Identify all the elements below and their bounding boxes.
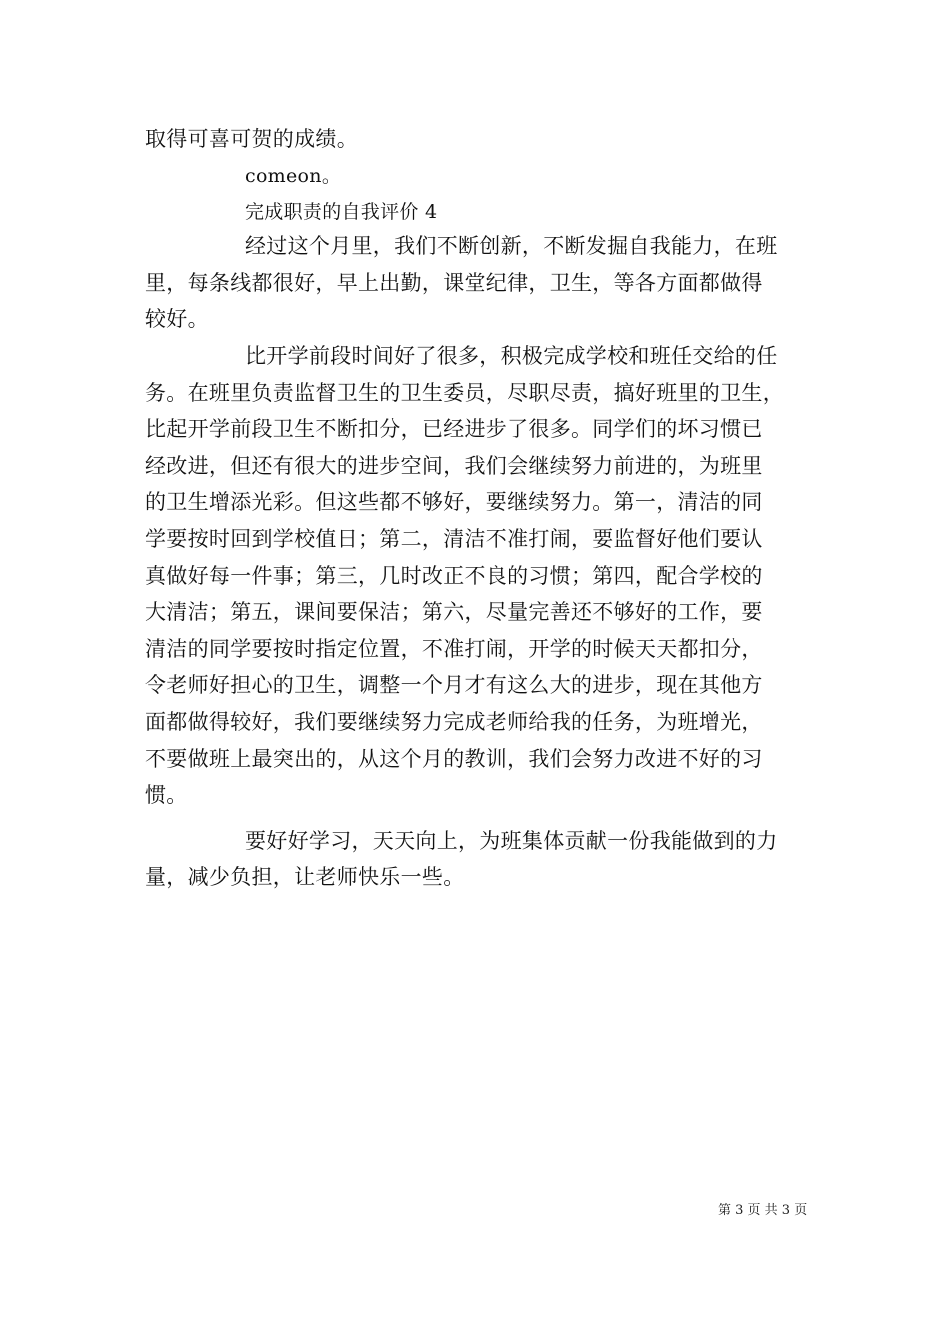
text-line: 经改进，但还有很大的进步空间，我们会继续努力前进的，为班里: [145, 454, 763, 478]
text-line: 较好。: [145, 307, 209, 331]
text-line: 清洁的同学要按时指定位置，不准打闹，开学的时候天天都扣分，: [145, 637, 763, 661]
text-line: 要好好学习，天天向上，为班集体贡献一份我能做到的力: [245, 829, 778, 853]
text-line: comeon。: [245, 165, 342, 187]
text-line: 比起开学前段卫生不断扣分，已经进步了很多。同学们的坏习惯已: [145, 417, 763, 441]
text-line: 取得可喜可贺的成绩。: [145, 127, 358, 151]
text-line: 务。在班里负责监督卫生的卫生委员，尽职尽责，搞好班里的卫生，: [145, 381, 784, 405]
text-line: 大清洁；第五，课间要保洁；第六，尽量完善还不够好的工作，要: [145, 600, 763, 624]
text-line: 里，每条线都很好，早上出勤，课堂纪律，卫生，等各方面都做得: [145, 271, 763, 295]
text-line: 惯。: [145, 783, 188, 807]
text-line: 量，减少负担，让老师快乐一些。: [145, 865, 465, 889]
section-heading: 完成职责的自我评价 4: [245, 201, 438, 223]
text-line: 的卫生增添光彩。但这些都不够好，要继续努力。第一，清洁的同: [145, 490, 763, 514]
text-line: 不要做班上最突出的，从这个月的教训，我们会努力改进不好的习: [145, 747, 763, 771]
text-line: 比开学前段时间好了很多，积极完成学校和班任交给的任: [245, 344, 778, 368]
text-line: 学要按时回到学校值日；第二，清洁不准打闹，要监督好他们要认: [145, 527, 763, 551]
text-line: 令老师好担心的卫生，调整一个月才有这么大的进步，现在其他方: [145, 673, 763, 697]
text-line: 面都做得较好，我们要继续努力完成老师给我的任务，为班增光，: [145, 710, 763, 734]
text-line: 经过这个月里，我们不断创新，不断发掘自我能力，在班: [245, 234, 778, 258]
text-line: 真做好每一件事；第三，几时改正不良的习惯；第四，配合学校的: [145, 564, 763, 588]
page-number-footer: 第 3 页 共 3 页: [718, 1203, 808, 1218]
